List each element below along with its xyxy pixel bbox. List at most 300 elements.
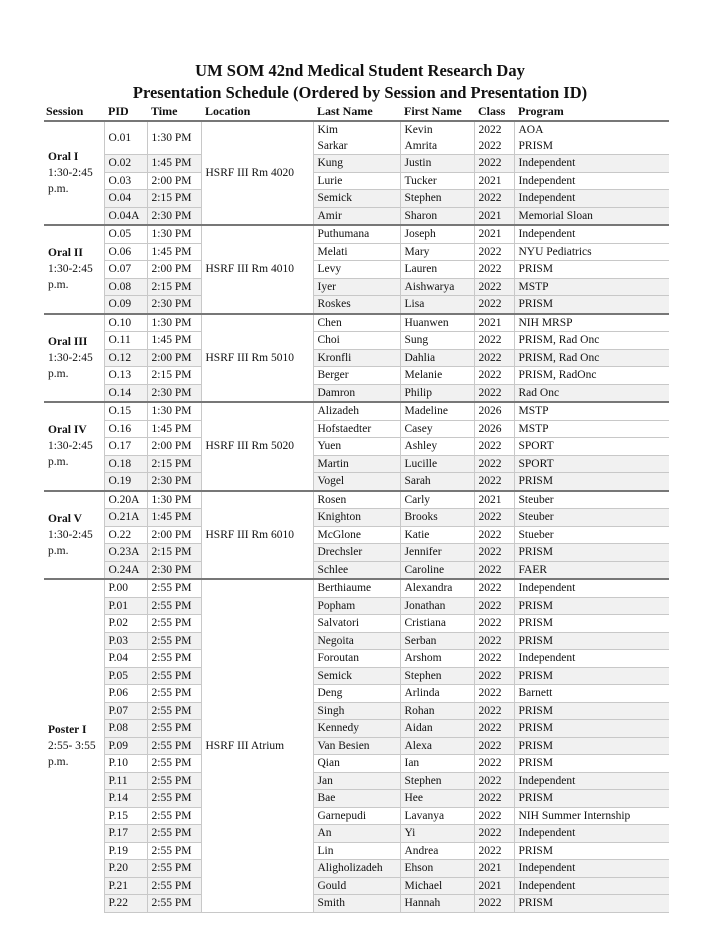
pid-cell: P.11: [104, 772, 147, 790]
col-session: Session: [44, 103, 104, 121]
last-name-cell: Jan: [313, 772, 400, 790]
first-name-cell: Carly: [400, 491, 474, 509]
col-last-name: Last Name: [313, 103, 400, 121]
program-cell: NYU Pediatrics: [514, 243, 669, 261]
last-name-cell: Damron: [313, 384, 400, 402]
first-name-cell: Sarah: [400, 473, 474, 491]
time-cell: 2:55 PM: [147, 790, 201, 808]
program-entry: PRISM: [518, 140, 554, 152]
table-row: [44, 702, 669, 720]
program-cell: PRISM: [514, 737, 669, 755]
class-cell: 2022: [474, 367, 514, 385]
pid-cell: P.08: [104, 720, 147, 738]
pid-cell: O.03: [104, 172, 147, 190]
class-cell: 2021: [474, 860, 514, 878]
table-row: [44, 402, 669, 420]
class-cell: 2022: [474, 632, 514, 650]
time-cell: 2:55 PM: [147, 807, 201, 825]
last-name-cell: Van Besien: [313, 737, 400, 755]
program-cell: [514, 121, 669, 155]
last-name-cell: Bae: [313, 790, 400, 808]
first-name-cell: Ashley: [400, 438, 474, 456]
col-pid: PID: [104, 103, 147, 121]
class-cell: 2022: [474, 895, 514, 913]
first-name-cell: Cristiana: [400, 615, 474, 633]
table-row: [44, 842, 669, 860]
class-cell: 2022: [474, 685, 514, 703]
class-cell: 2022: [474, 755, 514, 773]
session-time: 1:30-2:45: [48, 167, 93, 179]
pid-cell: P.22: [104, 895, 147, 913]
first-name-cell: Melanie: [400, 367, 474, 385]
last-name-cell: Kennedy: [313, 720, 400, 738]
table-row: [44, 860, 669, 878]
first-name-cell: Madeline: [400, 402, 474, 420]
last-name-cell: Kung: [313, 155, 400, 173]
first-name-cell: Stephen: [400, 772, 474, 790]
session-time-suffix: p.m.: [48, 456, 69, 469]
col-time: Time: [147, 103, 201, 121]
first-name-cell: Hannah: [400, 895, 474, 913]
class-cell: 2022: [474, 384, 514, 402]
time-cell: 2:55 PM: [147, 842, 201, 860]
class-cell: 2022: [474, 332, 514, 350]
class-cell: 2022: [474, 772, 514, 790]
time-cell: 1:30 PM: [147, 402, 201, 420]
last-name-cell: Gould: [313, 877, 400, 895]
last-name-cell: Vogel: [313, 473, 400, 491]
pid-cell: P.20: [104, 860, 147, 878]
class-cell: 2022: [474, 278, 514, 296]
program-cell: Independent: [514, 172, 669, 190]
class-cell: 2022: [474, 667, 514, 685]
program-cell: Independent: [514, 772, 669, 790]
first-name-cell: Stephen: [400, 190, 474, 208]
last-name-cell: Iyer: [313, 278, 400, 296]
time-cell: 2:30 PM: [147, 296, 201, 314]
last-name-cell: Schlee: [313, 561, 400, 579]
time-cell: 2:55 PM: [147, 772, 201, 790]
last-name-cell: Singh: [313, 702, 400, 720]
table-row: [44, 632, 669, 650]
pid-cell: P.01: [104, 597, 147, 615]
table-row: [44, 790, 669, 808]
document-subtitle: Presentation Schedule (Ordered by Session and Presentation ID): [132, 83, 588, 102]
program-cell: PRISM: [514, 473, 669, 491]
program-cell: PRISM: [514, 842, 669, 860]
pid-cell: P.04: [104, 650, 147, 668]
first-name-cell: Arlinda: [400, 685, 474, 703]
table-row: [44, 314, 669, 332]
session-cell: [44, 402, 104, 491]
location-cell: HSRF III Rm 6010: [201, 491, 313, 580]
col-location: Location: [201, 103, 313, 121]
session-cell: [44, 121, 104, 225]
table-row: [44, 172, 669, 190]
session-time: 2:55- 3:55: [48, 740, 96, 752]
table-row: [44, 473, 669, 491]
session-time-suffix: p.m.: [48, 183, 69, 195]
program-cell: NIH Summer Internship: [514, 807, 669, 825]
program-cell: PRISM: [514, 720, 669, 738]
first-name-cell: Jennifer: [400, 544, 474, 562]
first-name-cell: Jonathan: [400, 597, 474, 615]
pid-cell: O.05: [104, 225, 147, 243]
pid-cell: O.11: [104, 332, 147, 350]
class-cell: 2022: [474, 561, 514, 579]
program-cell: Rad Onc: [514, 384, 669, 402]
first-name-cell: Joseph: [400, 225, 474, 243]
pid-cell: P.14: [104, 790, 147, 808]
last-name-cell: Hofstaedter: [313, 420, 400, 438]
last-name-cell: Lurie: [313, 172, 400, 190]
program-cell: PRISM: [514, 597, 669, 615]
program-cell: Steuber: [514, 491, 669, 509]
time-cell: 1:30 PM: [147, 121, 201, 155]
time-cell: 2:15 PM: [147, 455, 201, 473]
program-cell: PRISM: [514, 667, 669, 685]
pid-cell: O.18: [104, 455, 147, 473]
program-cell: PRISM, Rad Onc: [514, 332, 669, 350]
time-cell: 2:15 PM: [147, 367, 201, 385]
class-cell: 2022: [474, 842, 514, 860]
last-name-cell: Garnepudi: [313, 807, 400, 825]
first-name-cell: Justin: [400, 155, 474, 173]
table-row: [44, 685, 669, 703]
header-row: [44, 103, 669, 121]
time-cell: 2:55 PM: [147, 702, 201, 720]
table-row: [44, 207, 669, 225]
table-row: [44, 349, 669, 367]
class-cell: [474, 121, 514, 155]
program-cell: PRISM, Rad Onc: [514, 349, 669, 367]
time-cell: 2:55 PM: [147, 597, 201, 615]
class-cell: 2022: [474, 579, 514, 597]
pid-cell: P.21: [104, 877, 147, 895]
program-cell: PRISM: [514, 790, 669, 808]
class-cell: 2022: [474, 526, 514, 544]
first-name-cell: Stephen: [400, 667, 474, 685]
session-name: Oral III: [48, 335, 88, 348]
pid-cell: P.15: [104, 807, 147, 825]
pid-cell: O.21A: [104, 509, 147, 527]
time-cell: 2:55 PM: [147, 667, 201, 685]
first-name-cell: Aishwarya: [400, 278, 474, 296]
pid-cell: O.22: [104, 526, 147, 544]
session-cell: [44, 314, 104, 403]
program-cell: PRISM: [514, 632, 669, 650]
pid-cell: P.02: [104, 615, 147, 633]
first-name-cell: Andrea: [400, 842, 474, 860]
last-name-cell: Semick: [313, 667, 400, 685]
class-entry: 2022: [478, 140, 502, 152]
class-cell: 2022: [474, 615, 514, 633]
program-cell: PRISM: [514, 895, 669, 913]
session-name: Oral V: [48, 512, 82, 525]
time-cell: 1:45 PM: [147, 243, 201, 261]
program-cell: PRISM: [514, 615, 669, 633]
program-cell: Memorial Sloan: [514, 207, 669, 225]
table-row: [44, 807, 669, 825]
first-name-cell: Sharon: [400, 207, 474, 225]
class-cell: 2022: [474, 155, 514, 173]
program-cell: SPORT: [514, 438, 669, 456]
first-name-cell: Lavanya: [400, 807, 474, 825]
document-title: UM SOM 42nd Medical Student Research Day: [195, 61, 525, 80]
class-cell: 2022: [474, 737, 514, 755]
last-name-cell: Negoita: [313, 632, 400, 650]
program-cell: FAER: [514, 561, 669, 579]
time-cell: 2:00 PM: [147, 438, 201, 456]
class-cell: 2021: [474, 207, 514, 225]
last-name-cell: Semick: [313, 190, 400, 208]
class-cell: 2022: [474, 261, 514, 279]
session-name: Oral IV: [48, 424, 87, 437]
pid-cell: O.16: [104, 420, 147, 438]
pid-cell: P.05: [104, 667, 147, 685]
class-cell: 2022: [474, 597, 514, 615]
pid-cell: O.20A: [104, 491, 147, 509]
time-cell: 2:00 PM: [147, 526, 201, 544]
pid-cell: O.01: [104, 121, 147, 155]
time-cell: 1:30 PM: [147, 314, 201, 332]
table-row: [44, 895, 669, 913]
time-cell: 2:55 PM: [147, 755, 201, 773]
session-cell: [44, 225, 104, 314]
class-cell: 2022: [474, 438, 514, 456]
table-row: [44, 384, 669, 402]
last-name-cell: Lin: [313, 842, 400, 860]
table-row: [44, 296, 669, 314]
class-cell: 2022: [474, 825, 514, 843]
time-cell: 2:55 PM: [147, 650, 201, 668]
table-row: [44, 491, 669, 509]
table-row: [44, 825, 669, 843]
last-name-cell: Knighton: [313, 509, 400, 527]
last-name-cell: Roskes: [313, 296, 400, 314]
program-cell: Independent: [514, 155, 669, 173]
table-row: [44, 720, 669, 738]
last-name-cell: Berthiaume: [313, 579, 400, 597]
class-cell: 2021: [474, 172, 514, 190]
col-first-name: First Name: [400, 103, 474, 121]
class-cell: 2022: [474, 190, 514, 208]
table-row: [44, 420, 669, 438]
first-name-cell: Sung: [400, 332, 474, 350]
table-row: [44, 367, 669, 385]
program-cell: PRISM: [514, 261, 669, 279]
col-program: Program: [514, 103, 669, 121]
last-name-entry: Sarkar: [317, 140, 348, 152]
location-cell: HSRF III Rm 4010: [201, 225, 313, 314]
time-cell: 2:00 PM: [147, 172, 201, 190]
last-name-cell: Kronfli: [313, 349, 400, 367]
pid-cell: O.10: [104, 314, 147, 332]
time-cell: 2:30 PM: [147, 384, 201, 402]
program-entry: AOA: [518, 124, 544, 136]
first-name-cell: Lauren: [400, 261, 474, 279]
last-name-cell: Drechsler: [313, 544, 400, 562]
first-name-cell: Brooks: [400, 509, 474, 527]
program-cell: MSTP: [514, 420, 669, 438]
pid-cell: P.03: [104, 632, 147, 650]
last-name-cell: Berger: [313, 367, 400, 385]
program-cell: PRISM, RadOnc: [514, 367, 669, 385]
first-name-cell: Dahlia: [400, 349, 474, 367]
time-cell: 1:30 PM: [147, 225, 201, 243]
first-name-cell: Ehson: [400, 860, 474, 878]
table-row: [44, 650, 669, 668]
first-name-cell: Hee: [400, 790, 474, 808]
program-cell: MSTP: [514, 278, 669, 296]
session-name: Poster I: [48, 724, 87, 736]
time-cell: 2:30 PM: [147, 561, 201, 579]
program-cell: NIH MRSP: [514, 314, 669, 332]
table-row: [44, 737, 669, 755]
class-cell: 2022: [474, 243, 514, 261]
class-entry: 2022: [478, 124, 502, 136]
class-cell: 2022: [474, 790, 514, 808]
schedule-body: [44, 121, 669, 912]
pid-cell: O.04A: [104, 207, 147, 225]
program-cell: MSTP: [514, 402, 669, 420]
table-row: [44, 155, 669, 173]
program-cell: Independent: [514, 190, 669, 208]
session-time-suffix: p.m.: [48, 544, 69, 557]
pid-cell: O.19: [104, 473, 147, 491]
time-cell: 2:55 PM: [147, 860, 201, 878]
program-cell: PRISM: [514, 702, 669, 720]
last-name-cell: Yuen: [313, 438, 400, 456]
table-row: [44, 597, 669, 615]
table-row: [44, 526, 669, 544]
last-name-cell: Martin: [313, 455, 400, 473]
table-row: [44, 561, 669, 579]
class-cell: 2022: [474, 455, 514, 473]
location-cell: HSRF III Rm 4020: [201, 121, 313, 225]
program-cell: Independent: [514, 877, 669, 895]
first-name-cell: Caroline: [400, 561, 474, 579]
time-cell: 2:15 PM: [147, 278, 201, 296]
table-row: [44, 772, 669, 790]
table-row: [44, 278, 669, 296]
pid-cell: O.06: [104, 243, 147, 261]
pid-cell: O.04: [104, 190, 147, 208]
pid-cell: O.24A: [104, 561, 147, 579]
document-header: [0, 60, 720, 104]
pid-cell: P.06: [104, 685, 147, 703]
session-time: 1:30-2:45: [48, 528, 93, 541]
last-name-cell: Chen: [313, 314, 400, 332]
session-time-suffix: p.m.: [48, 279, 69, 292]
pid-cell: P.19: [104, 842, 147, 860]
first-name-cell: Michael: [400, 877, 474, 895]
class-cell: 2022: [474, 296, 514, 314]
table-row: [44, 190, 669, 208]
location-cell: HSRF III Rm 5010: [201, 314, 313, 403]
last-name-cell: An: [313, 825, 400, 843]
time-cell: 2:00 PM: [147, 349, 201, 367]
first-name-cell: Yi: [400, 825, 474, 843]
first-name-cell: Aidan: [400, 720, 474, 738]
time-cell: 2:55 PM: [147, 579, 201, 597]
table-row: [44, 877, 669, 895]
program-cell: Barnett: [514, 685, 669, 703]
table-row: [44, 243, 669, 261]
program-cell: PRISM: [514, 755, 669, 773]
last-name-cell: [313, 121, 400, 155]
first-name-cell: Serban: [400, 632, 474, 650]
schedule-table: [44, 103, 669, 913]
pid-cell: O.13: [104, 367, 147, 385]
program-cell: PRISM: [514, 296, 669, 314]
class-cell: 2021: [474, 225, 514, 243]
first-name-entry: Kevin: [404, 124, 433, 136]
pid-cell: O.12: [104, 349, 147, 367]
class-cell: 2022: [474, 509, 514, 527]
last-name-cell: Smith: [313, 895, 400, 913]
time-cell: 1:45 PM: [147, 420, 201, 438]
pid-cell: O.15: [104, 402, 147, 420]
last-name-cell: McGlone: [313, 526, 400, 544]
time-cell: 2:55 PM: [147, 737, 201, 755]
last-name-cell: Qian: [313, 755, 400, 773]
time-cell: 2:55 PM: [147, 720, 201, 738]
last-name-cell: Rosen: [313, 491, 400, 509]
time-cell: 2:00 PM: [147, 261, 201, 279]
location-cell: HSRF III Rm 5020: [201, 402, 313, 491]
pid-cell: O.14: [104, 384, 147, 402]
time-cell: 2:55 PM: [147, 895, 201, 913]
time-cell: 1:45 PM: [147, 509, 201, 527]
time-cell: 1:30 PM: [147, 491, 201, 509]
session-time: 1:30-2:45: [48, 440, 93, 453]
first-name-cell: Tucker: [400, 172, 474, 190]
time-cell: 1:45 PM: [147, 155, 201, 173]
first-name-cell: Mary: [400, 243, 474, 261]
last-name-cell: Levy: [313, 261, 400, 279]
location-cell: HSRF III Atrium: [201, 579, 313, 912]
last-name-cell: Deng: [313, 685, 400, 703]
pid-cell: O.23A: [104, 544, 147, 562]
last-name-cell: Foroutan: [313, 650, 400, 668]
first-name-cell: Katie: [400, 526, 474, 544]
last-name-cell: Puthumana: [313, 225, 400, 243]
session-time: 1:30-2:45: [48, 263, 93, 276]
first-name-cell: Rohan: [400, 702, 474, 720]
session-time: 1:30-2:45: [48, 351, 93, 364]
time-cell: 2:55 PM: [147, 877, 201, 895]
program-cell: Independent: [514, 825, 669, 843]
first-name-cell: Lucille: [400, 455, 474, 473]
time-cell: 2:55 PM: [147, 825, 201, 843]
session-name: Oral II: [48, 247, 83, 260]
table-row: [44, 438, 669, 456]
class-cell: 2022: [474, 544, 514, 562]
pid-cell: O.17: [104, 438, 147, 456]
program-cell: SPORT: [514, 455, 669, 473]
class-cell: 2021: [474, 877, 514, 895]
first-name-cell: Philip: [400, 384, 474, 402]
pid-cell: P.09: [104, 737, 147, 755]
table-row: [44, 755, 669, 773]
class-cell: 2022: [474, 473, 514, 491]
table-row: [44, 579, 669, 597]
table-row: [44, 225, 669, 243]
time-cell: 2:30 PM: [147, 207, 201, 225]
pid-cell: O.08: [104, 278, 147, 296]
table-row: [44, 121, 669, 155]
